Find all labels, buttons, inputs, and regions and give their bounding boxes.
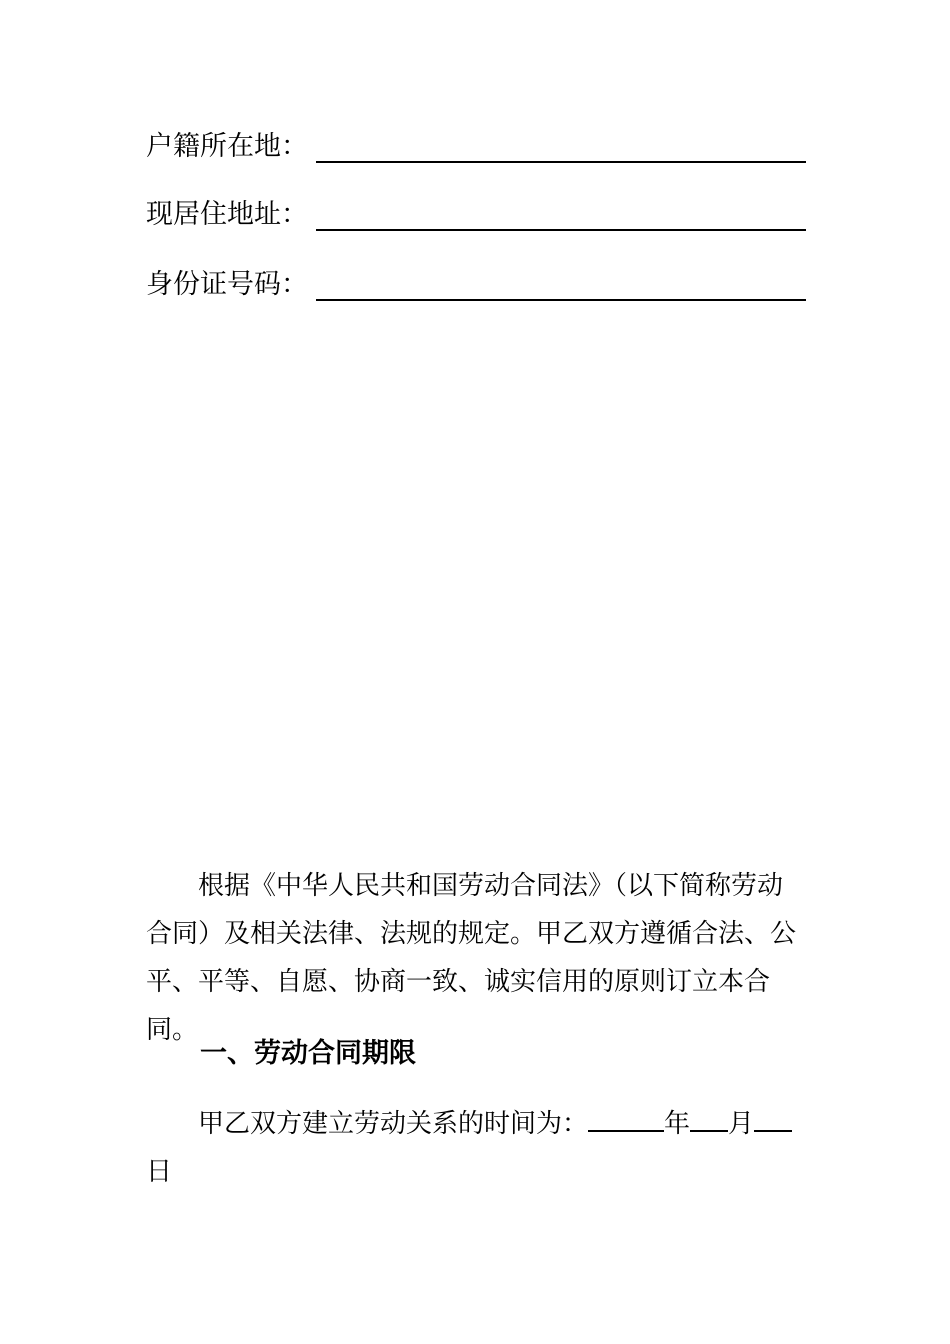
current-address-blank[interactable]	[316, 229, 806, 231]
year-label: 年	[664, 1109, 691, 1139]
section-heading-contract-term: 一、劳动合同期限	[200, 1038, 416, 1069]
household-registration-label: 户籍所在地：	[146, 131, 308, 162]
current-address-label: 现居住地址：	[146, 199, 308, 230]
id-number-row	[146, 262, 806, 302]
current-address-row	[146, 192, 806, 232]
intro-paragraph	[146, 862, 806, 1054]
month-blank[interactable]	[690, 1110, 728, 1132]
day-label: 日	[146, 1157, 173, 1187]
contract-term-paragraph	[146, 1100, 806, 1196]
day-blank[interactable]	[754, 1110, 792, 1132]
id-number-label: 身份证号码：	[146, 269, 308, 300]
term-prefix: 甲乙双方建立劳动关系的时间为：	[198, 1109, 589, 1139]
year-blank[interactable]	[588, 1110, 664, 1132]
household-registration-row	[146, 124, 806, 164]
id-number-blank[interactable]	[316, 299, 806, 301]
household-registration-blank[interactable]	[316, 161, 806, 163]
intro-text: 根据《中华人民共和国劳动合同法》（以下简称劳动合同）及相关法律、法规的规定。甲乙双方遵循合法、公平、平等、自愿、协商一致、诚实信用的原则订立本合同。	[146, 871, 797, 1045]
month-label: 月	[728, 1109, 755, 1139]
